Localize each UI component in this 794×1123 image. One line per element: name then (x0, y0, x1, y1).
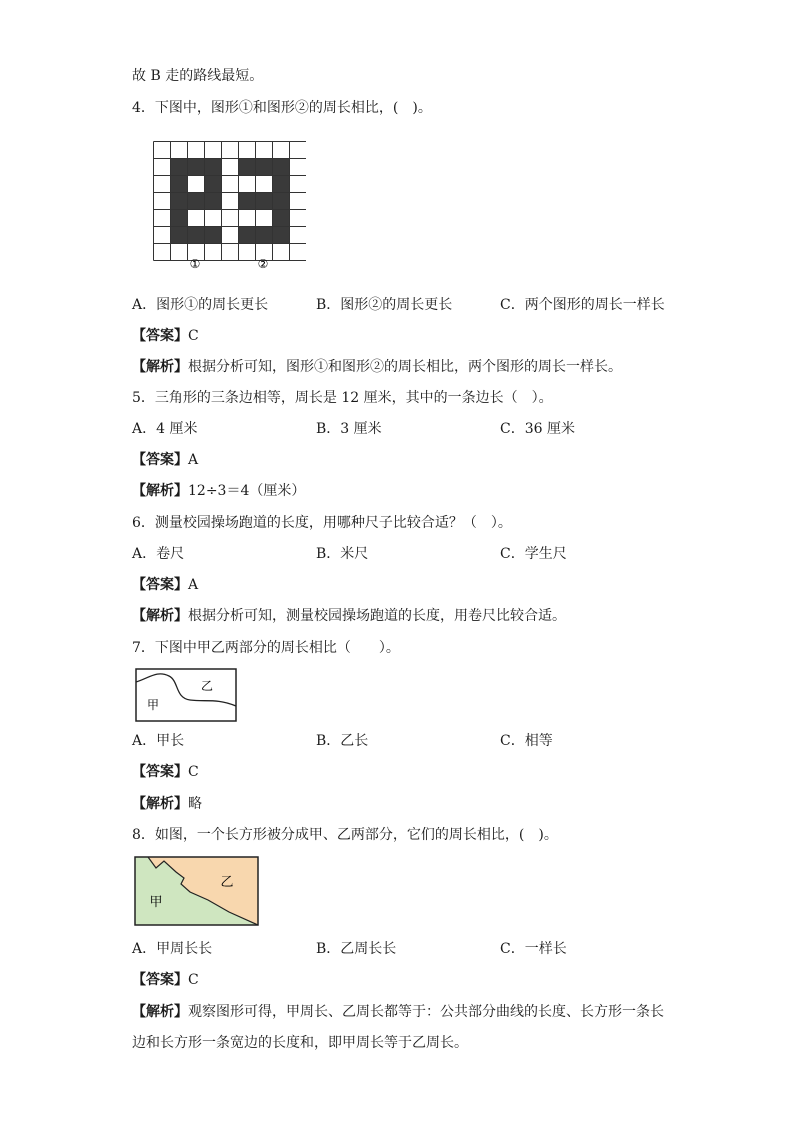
q7-label-jia: 甲 (146, 698, 160, 712)
q4-filled-cell (272, 175, 289, 192)
q4-analysis-tag: 【解析】 (132, 359, 188, 375)
q7-analysis-tag: 【解析】 (132, 796, 188, 812)
q7-analysis (132, 794, 202, 814)
q5-option-c: C．36 厘米 (500, 421, 575, 437)
q8-rectangle-figure (134, 856, 260, 927)
q8-analysis-text-1: 观察图形可得，甲周长、乙周长都等于：公共部分曲线的长度、长方形一条长 (188, 1004, 664, 1020)
q5-analysis-tag: 【解析】 (132, 483, 188, 499)
q6-option-c: C．学生尺 (500, 546, 567, 562)
q4-filled-cell (255, 226, 272, 243)
q4-filled-cell (170, 175, 187, 192)
q8-option-a: A．甲周长长 (132, 941, 213, 957)
q5-option-a: A．4 厘米 (132, 421, 198, 437)
q4-filled-cell (255, 192, 272, 209)
q7-rectangle-figure (135, 668, 237, 722)
q4-filled-cell (272, 158, 289, 175)
q4-label-2: ② (257, 257, 269, 271)
q4-filled-cell (204, 175, 221, 192)
q6-answer-value: A (188, 577, 199, 593)
q5-answer-value: A (188, 452, 199, 468)
q8-analysis-tag: 【解析】 (132, 1004, 188, 1020)
q5-answer (132, 450, 198, 470)
q7-answer-tag: 【答案】 (132, 764, 188, 780)
q4-grid-figure (153, 141, 306, 272)
q6-stem: 6．测量校园操场跑道的长度，用哪种尺子比较合适？（ ）。 (132, 515, 512, 531)
q8-analysis-continued: 边和长方形一条宽边的长度和，即甲周长等于乙周长。 (132, 1035, 468, 1051)
q4-filled-cell (170, 209, 187, 226)
q8-stem: 8．如图，一个长方形被分成甲、乙两部分，它们的周长相比，( )。 (132, 827, 558, 843)
q6-answer (132, 575, 198, 595)
q4-label-1: ① (189, 257, 201, 271)
q7-option-c: C．相等 (500, 733, 553, 749)
q7-option-b: B．乙长 (316, 733, 369, 749)
q4-filled-cell (204, 192, 221, 209)
q7-label-yi: 乙 (200, 679, 214, 693)
q4-option-b: B．图形②的周长更长 (316, 297, 453, 313)
q4-filled-cell (204, 226, 221, 243)
q4-filled-cell (170, 158, 187, 175)
q4-filled-cell (204, 158, 221, 175)
q8-label-jia: 甲 (149, 895, 163, 910)
q7-answer-value: C (188, 764, 199, 780)
q6-option-a: A．卷尺 (132, 546, 185, 562)
q4-answer (132, 326, 199, 346)
q5-answer-tag: 【答案】 (132, 452, 188, 468)
q4-filled-cell (187, 226, 204, 243)
q8-answer-tag: 【答案】 (132, 972, 188, 988)
q4-filled-cell (238, 226, 255, 243)
q4-filled-cell (272, 226, 289, 243)
q6-answer-tag: 【答案】 (132, 577, 188, 593)
q4-answer-value: C (188, 328, 199, 344)
q4-answer-tag: 【答案】 (132, 328, 188, 344)
q6-analysis-tag: 【解析】 (132, 608, 188, 624)
q4-filled-cell (238, 192, 255, 209)
q8-answer (132, 970, 199, 990)
q5-analysis-text: 12÷3＝4（厘米） (188, 483, 306, 499)
q4-filled-cell (272, 209, 289, 226)
q4-filled-cell (170, 192, 187, 209)
q4-filled-cell (187, 192, 204, 209)
q5-stem: 5．三角形的三条边相等，周长是 12 厘米，其中的一条边长（ ）。 (132, 390, 553, 406)
q8-option-b: B．乙周长长 (316, 941, 397, 957)
q7-answer (132, 762, 199, 782)
q4-option-a: A．图形①的周长更长 (132, 297, 269, 313)
q4-analysis-text: 根据分析可知，图形①和图形②的周长相比，两个图形的周长一样长。 (188, 359, 622, 375)
q4-filled-cell (272, 192, 289, 209)
q7-analysis-text: 略 (188, 796, 202, 812)
q5-option-b: B．3 厘米 (316, 421, 382, 437)
q4-filled-cell (187, 158, 204, 175)
q7-option-a: A．甲长 (132, 733, 185, 749)
q4-filled-cell (255, 158, 272, 175)
q4-option-c: C．两个图形的周长一样长 (500, 297, 665, 313)
q8-analysis (132, 1002, 664, 1022)
q6-option-b: B．米尺 (316, 546, 369, 562)
previous-conclusion: 故 B 走的路线最短。 (132, 68, 264, 84)
q6-analysis-text: 根据分析可知，测量校园操场跑道的长度，用卷尺比较合适。 (188, 608, 566, 624)
q4-stem: 4．下图中，图形①和图形②的周长相比，( )。 (132, 100, 432, 116)
q4-filled-cell (170, 226, 187, 243)
q8-label-yi: 乙 (220, 875, 234, 890)
q7-stem: 7．下图中甲乙两部分的周长相比（ ）。 (132, 640, 400, 656)
q8-option-c: C．一样长 (500, 941, 567, 957)
q4-analysis (132, 357, 622, 377)
q8-answer-value: C (188, 972, 199, 988)
q4-filled-cell (238, 158, 255, 175)
q6-analysis (132, 606, 566, 626)
q5-analysis (132, 481, 305, 501)
